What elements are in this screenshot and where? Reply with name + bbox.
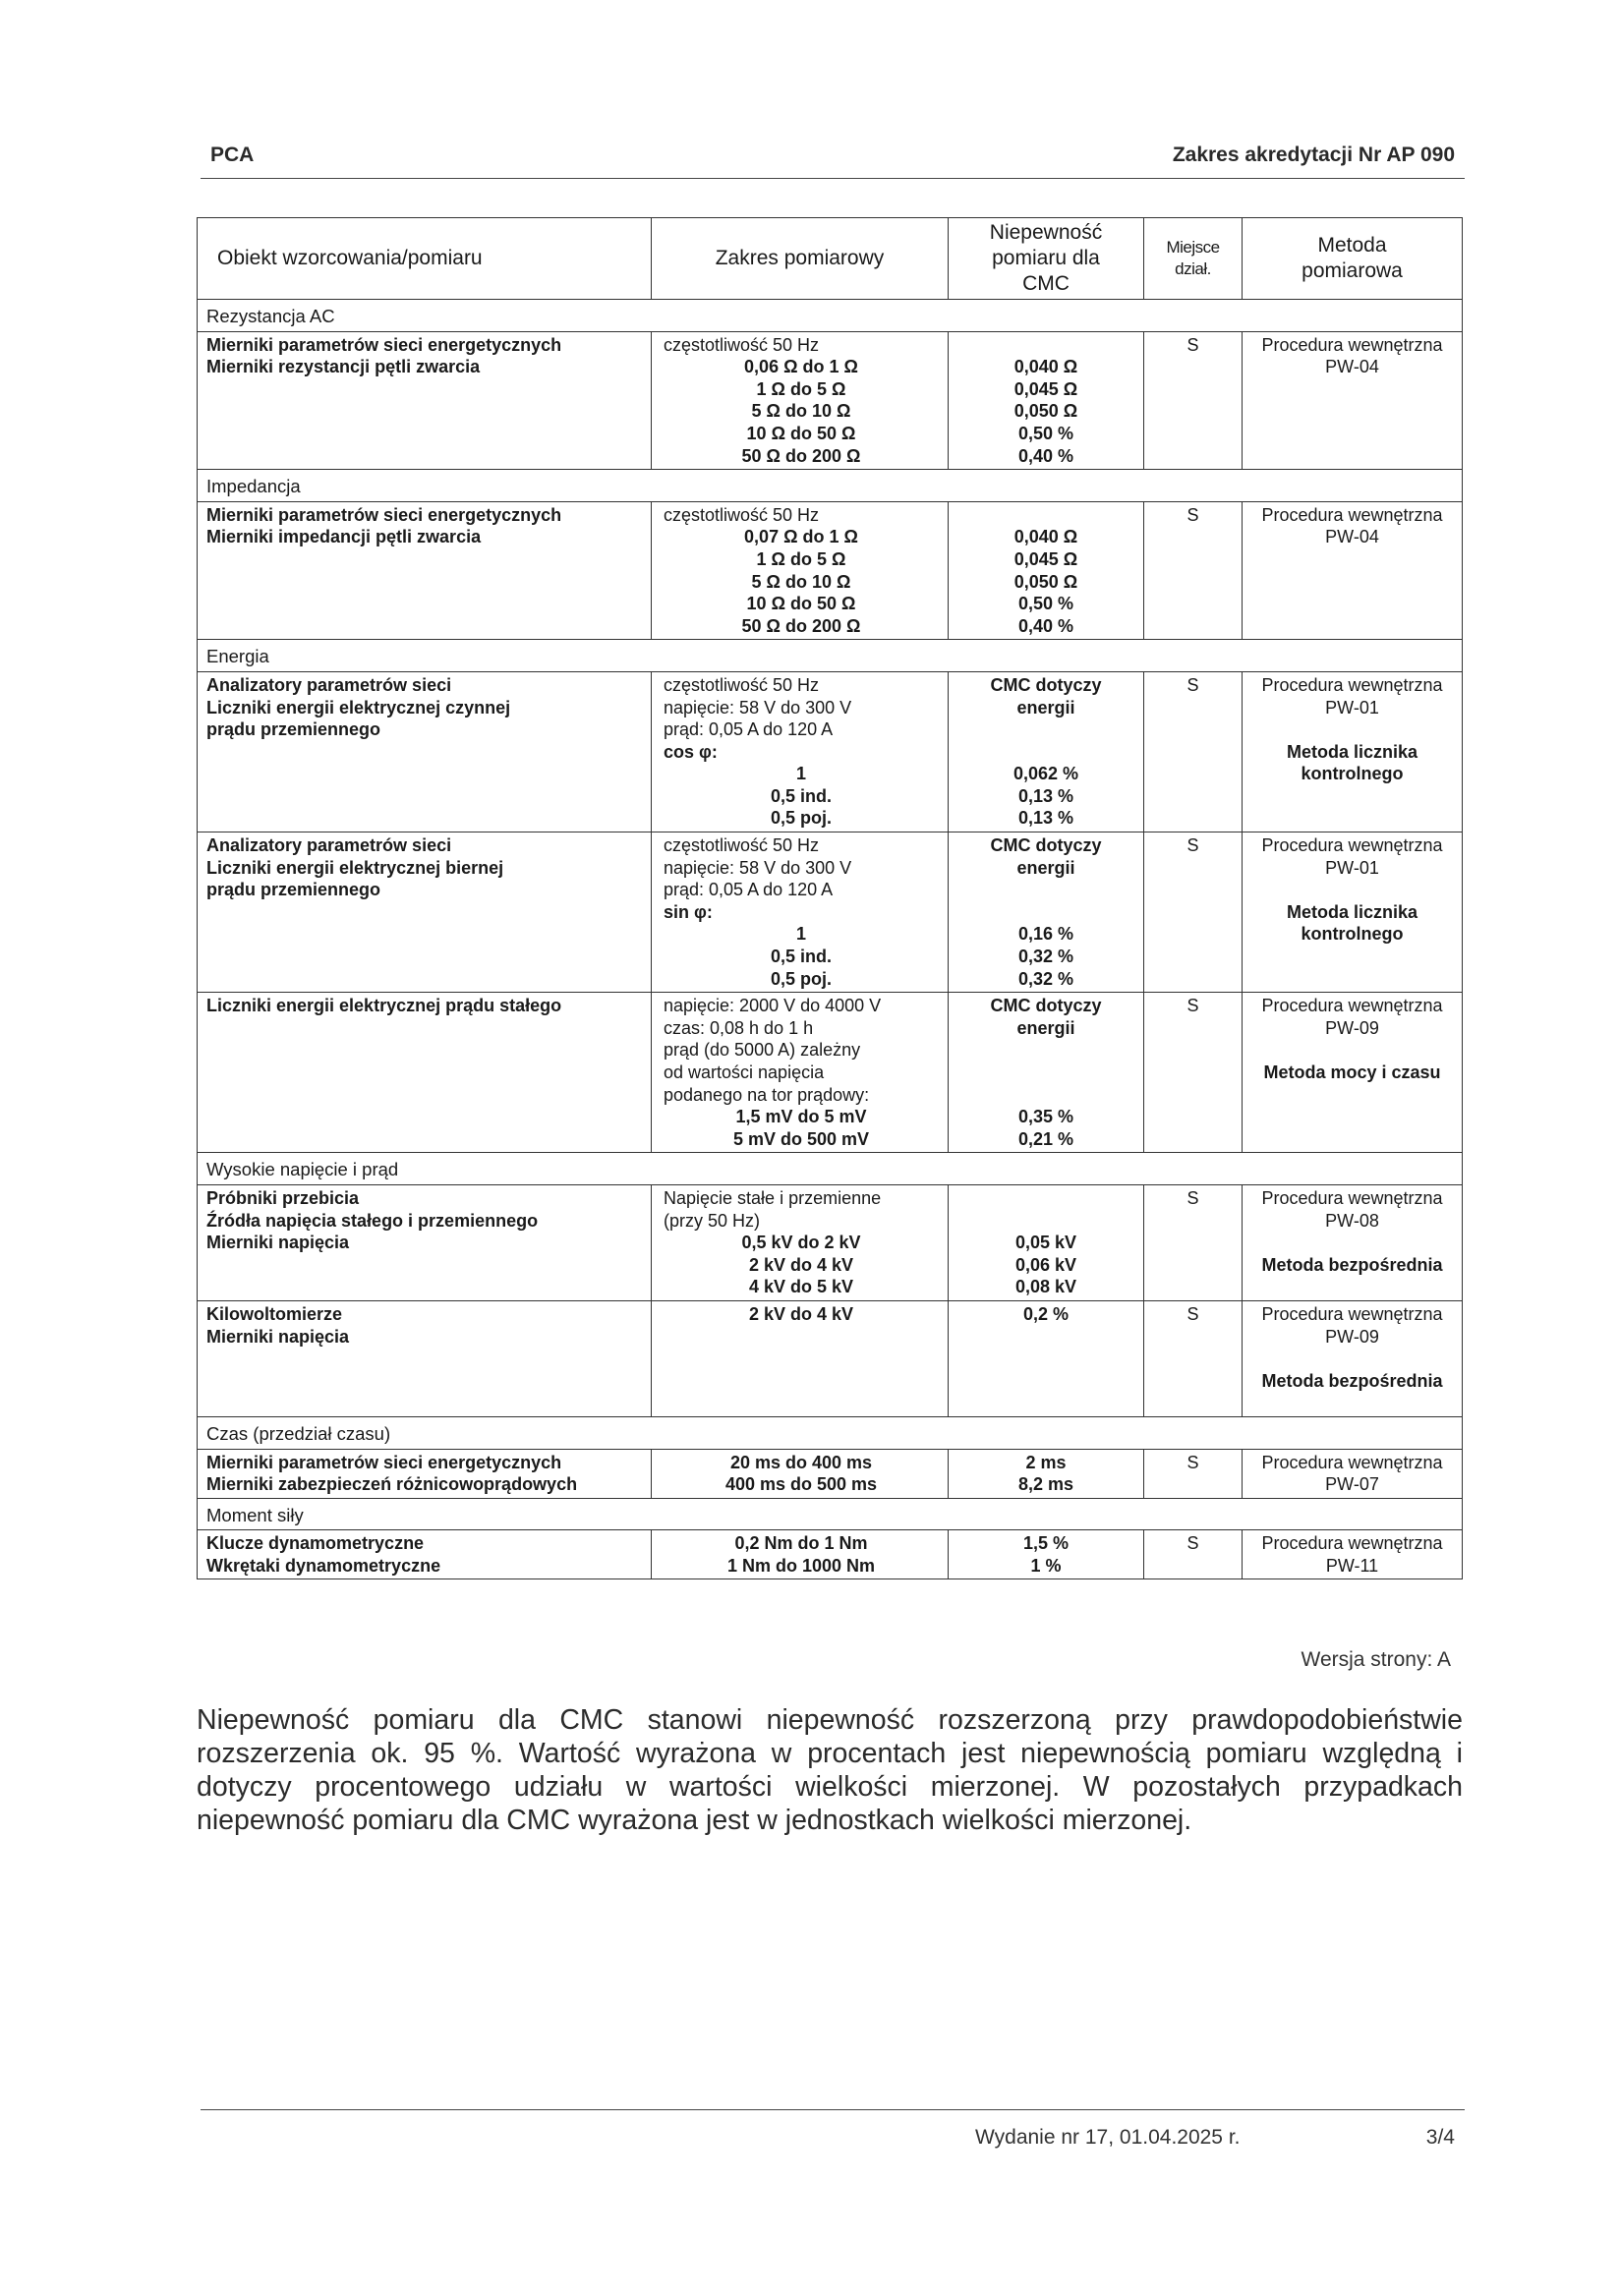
col-header-uncertainty: Niepewność pomiaru dla CMC bbox=[949, 218, 1144, 300]
uncertainty-line: 0,50 % bbox=[1017, 594, 1074, 614]
range-line: cos φ: bbox=[664, 741, 718, 762]
uncertainty-line: 1,5 % bbox=[1022, 1533, 1070, 1554]
section-row bbox=[198, 300, 1463, 332]
uncertainty-line: 0,21 % bbox=[1017, 1128, 1074, 1149]
location-cell: S bbox=[1144, 832, 1243, 993]
section-row bbox=[198, 1498, 1463, 1530]
method-line: Metoda mocy i czasu bbox=[1263, 1062, 1441, 1082]
uncertainty-line: 0,040 Ω bbox=[1013, 527, 1078, 547]
range-cell bbox=[652, 832, 949, 993]
object-line: Liczniki energii elektrycznej prądu stałego bbox=[206, 996, 562, 1016]
range-line: 400 ms do 500 ms bbox=[724, 1474, 878, 1495]
method-line: Procedura wewnętrzna bbox=[1261, 674, 1443, 695]
uncertainty-line: 0,045 Ω bbox=[1013, 548, 1078, 569]
uncertainty-line: CMC dotyczy bbox=[990, 674, 1102, 695]
footer-page-number: 3/4 bbox=[1425, 2126, 1455, 2149]
section-title: Rezystancja AC bbox=[198, 300, 1463, 332]
object-line: Źródła napięcia stałego i przemiennego bbox=[206, 1210, 539, 1231]
method-line: Procedura wewnętrzna bbox=[1261, 1533, 1443, 1554]
section-title: Wysokie napięcie i prąd bbox=[198, 1153, 1463, 1185]
method-cell bbox=[1243, 1530, 1463, 1579]
range-line: 2 kV do 4 kV bbox=[748, 1303, 854, 1324]
range-cell bbox=[652, 331, 949, 470]
method-line: Procedura wewnętrzna bbox=[1261, 1303, 1443, 1324]
method-line: Metoda bezpośrednia bbox=[1261, 1370, 1443, 1391]
object-line: Mierniki parametrów sieci energetycznych bbox=[206, 1452, 562, 1472]
method-line: Procedura wewnętrzna bbox=[1261, 334, 1443, 355]
method-line bbox=[1251, 1039, 1453, 1062]
range-line: 10 Ω do 50 Ω bbox=[746, 423, 856, 443]
method-cell bbox=[1243, 1184, 1463, 1300]
range-line: 1 bbox=[795, 764, 806, 784]
uncertainty-cell bbox=[949, 501, 1144, 640]
object-line: Mierniki napięcia bbox=[206, 1326, 350, 1347]
range-cell bbox=[652, 1449, 949, 1498]
range-cell bbox=[652, 1184, 949, 1300]
col-header-method: Metoda pomiarowa bbox=[1243, 218, 1463, 300]
method-line: Procedura wewnętrzna bbox=[1261, 996, 1443, 1016]
uncertainty-line bbox=[957, 1210, 1134, 1233]
location-cell: S bbox=[1144, 671, 1243, 832]
range-line: napięcie: 58 V do 300 V bbox=[664, 697, 852, 718]
section-title: Moment siły bbox=[198, 1498, 1463, 1530]
object-line: Mierniki impedancji pętli zwarcia bbox=[206, 527, 482, 547]
table-row bbox=[198, 832, 1463, 993]
table-header-row bbox=[198, 218, 1463, 300]
range-line: napięcie: 58 V do 300 V bbox=[664, 857, 852, 878]
uncertainty-line bbox=[957, 1062, 1134, 1084]
method-line: PW-09 bbox=[1325, 1017, 1379, 1038]
uncertainty-cell bbox=[949, 1530, 1144, 1579]
method-line bbox=[1251, 1348, 1453, 1370]
method-line: Metoda licznika bbox=[1286, 901, 1418, 922]
method-line: Procedura wewnętrzna bbox=[1261, 504, 1443, 525]
method-cell bbox=[1243, 1449, 1463, 1498]
section-row bbox=[198, 1416, 1463, 1449]
header-right: Zakres akredytacji Nr AP 090 bbox=[1172, 144, 1455, 166]
uncertainty-line: 0,32 % bbox=[1017, 947, 1074, 967]
uncertainty-cell bbox=[949, 1184, 1144, 1300]
location-cell: S bbox=[1144, 1300, 1243, 1416]
range-line: podanego na tor prądowy: bbox=[664, 1084, 870, 1105]
location-cell: S bbox=[1144, 1530, 1243, 1579]
range-line: 0,5 poj. bbox=[770, 808, 832, 829]
accreditation-scope-table bbox=[197, 217, 1463, 1579]
method-line: PW-09 bbox=[1325, 1326, 1379, 1347]
uncertainty-line: 0,32 % bbox=[1017, 968, 1074, 989]
location-cell: S bbox=[1144, 501, 1243, 640]
object-line: Wkrętaki dynamometryczne bbox=[206, 1555, 441, 1576]
uncertainty-line bbox=[957, 741, 1134, 764]
table-row bbox=[198, 501, 1463, 640]
uncertainty-line: 0,050 Ω bbox=[1013, 401, 1078, 422]
method-line: Procedura wewnętrzna bbox=[1261, 835, 1443, 856]
range-line: prąd (do 5000 A) zależny bbox=[664, 1040, 861, 1061]
range-cell bbox=[652, 671, 949, 832]
range-cell bbox=[652, 1530, 949, 1579]
range-cell bbox=[652, 1300, 949, 1416]
object-cell bbox=[198, 331, 652, 470]
range-cell bbox=[652, 993, 949, 1153]
range-line: częstotliwość 50 Hz bbox=[664, 674, 820, 695]
range-line: częstotliwość 50 Hz bbox=[664, 504, 820, 525]
object-cell bbox=[198, 1530, 652, 1579]
location-cell: S bbox=[1144, 1184, 1243, 1300]
uncertainty-line: energii bbox=[1016, 697, 1075, 718]
object-line: Liczniki energii elektrycznej biernej bbox=[206, 857, 504, 878]
uncertainty-line bbox=[957, 1039, 1134, 1062]
method-line bbox=[1251, 718, 1453, 741]
range-cell bbox=[652, 501, 949, 640]
range-line: Napięcie stałe i przemienne bbox=[664, 1187, 882, 1208]
method-line: PW-07 bbox=[1325, 1474, 1379, 1495]
range-line: 1 bbox=[795, 924, 806, 945]
object-cell bbox=[198, 993, 652, 1153]
object-line: Kilowoltomierze bbox=[206, 1303, 343, 1324]
range-line: 5 Ω do 10 Ω bbox=[751, 401, 851, 422]
range-line: 1,5 mV do 5 mV bbox=[735, 1107, 867, 1127]
object-cell bbox=[198, 832, 652, 993]
object-line: Próbniki przebicia bbox=[206, 1187, 360, 1208]
method-line: Metoda bezpośrednia bbox=[1261, 1254, 1443, 1275]
range-line: 50 Ω do 200 Ω bbox=[741, 615, 861, 636]
uncertainty-line: 0,05 kV bbox=[1014, 1233, 1077, 1253]
object-line: Mierniki napięcia bbox=[206, 1233, 350, 1253]
table-row bbox=[198, 1530, 1463, 1579]
range-line: 1 Ω do 5 Ω bbox=[756, 548, 846, 569]
uncertainty-cell bbox=[949, 993, 1144, 1153]
uncertainty-cell bbox=[949, 832, 1144, 993]
uncertainty-line: 0,08 kV bbox=[1014, 1277, 1077, 1297]
section-row bbox=[198, 1153, 1463, 1185]
uncertainty-line: 0,062 % bbox=[1012, 764, 1079, 784]
range-line: częstotliwość 50 Hz bbox=[664, 835, 820, 856]
table-body bbox=[198, 218, 1463, 1579]
method-cell bbox=[1243, 993, 1463, 1153]
uncertainty-line bbox=[957, 901, 1134, 924]
range-line: 0,07 Ω do 1 Ω bbox=[744, 527, 858, 547]
uncertainty-line bbox=[957, 718, 1134, 741]
uncertainty-cell bbox=[949, 1300, 1144, 1416]
method-cell bbox=[1243, 832, 1463, 993]
location-cell: S bbox=[1144, 331, 1243, 470]
table-row bbox=[198, 1300, 1463, 1416]
method-line: PW-01 bbox=[1325, 857, 1379, 878]
object-cell bbox=[198, 1300, 652, 1416]
object-cell bbox=[198, 1449, 652, 1498]
uncertainty-line: 0,16 % bbox=[1017, 924, 1074, 945]
col-header-object: Obiekt wzorcowania/pomiaru bbox=[198, 218, 652, 300]
uncertainty-line: 0,06 kV bbox=[1014, 1254, 1077, 1275]
col-header-location: Miejsce dział. bbox=[1144, 218, 1243, 300]
header-left: PCA bbox=[210, 144, 255, 166]
method-cell bbox=[1243, 331, 1463, 470]
uncertainty-cell bbox=[949, 1449, 1144, 1498]
range-line: 5 mV do 500 mV bbox=[732, 1128, 870, 1149]
range-line: prąd: 0,05 A do 120 A bbox=[664, 719, 834, 740]
method-line: PW-01 bbox=[1325, 697, 1379, 718]
range-line: czas: 0,08 h do 1 h bbox=[664, 1017, 814, 1038]
table-row bbox=[198, 1449, 1463, 1498]
location-cell: S bbox=[1144, 993, 1243, 1153]
object-line: Mierniki zabezpieczeń różnicowoprądowych bbox=[206, 1474, 578, 1495]
uncertainty-line: 8,2 ms bbox=[1017, 1474, 1074, 1495]
table-row bbox=[198, 1184, 1463, 1300]
range-line: (przy 50 Hz) bbox=[664, 1210, 761, 1231]
uncertainty-line bbox=[957, 1084, 1134, 1107]
uncertainty-line: 1 % bbox=[1030, 1555, 1062, 1576]
uncertainty-line: energii bbox=[1016, 1017, 1075, 1038]
range-line: 0,5 poj. bbox=[770, 968, 832, 989]
section-title: Energia bbox=[198, 640, 1463, 672]
method-line: Procedura wewnętrzna bbox=[1261, 1452, 1443, 1472]
object-line: prądu przemiennego bbox=[206, 719, 381, 740]
uncertainty-line: energii bbox=[1016, 857, 1075, 878]
object-line: Klucze dynamometryczne bbox=[206, 1533, 425, 1554]
range-line: częstotliwość 50 Hz bbox=[664, 334, 820, 355]
footer-divider bbox=[201, 2109, 1465, 2110]
object-cell bbox=[198, 671, 652, 832]
uncertainty-line: 0,13 % bbox=[1017, 785, 1074, 806]
method-line: PW-04 bbox=[1325, 357, 1379, 377]
range-line: 1 Ω do 5 Ω bbox=[756, 378, 846, 399]
object-line: Analizatory parametrów sieci bbox=[206, 674, 452, 695]
uncertainty-note: Niepewność pomiaru dla CMC stanowi niepewność rozszerzoną przy prawdopodobieństwie rozszerzenia ok. 95 %. Wartość wyrażona w procentach jest niepewnością pomiaru względną i dotyczy procentowego udziału w wartości wielkości mierzonej. W pozostałych przypadkach niepewność pomiaru dla CMC wyrażona jest w jednostkach wielkości mierzonej. bbox=[197, 1704, 1463, 1836]
uncertainty-line: CMC dotyczy bbox=[990, 835, 1102, 856]
range-line: 20 ms do 400 ms bbox=[729, 1452, 873, 1472]
location-cell: S bbox=[1144, 1449, 1243, 1498]
object-line: Liczniki energii elektrycznej czynnej bbox=[206, 697, 511, 718]
footer-edition: Wydanie nr 17, 01.04.2025 r. bbox=[975, 2126, 1241, 2149]
method-cell bbox=[1243, 1300, 1463, 1416]
uncertainty-line bbox=[957, 1187, 1134, 1210]
table-row bbox=[198, 331, 1463, 470]
table-row bbox=[198, 671, 1463, 832]
object-cell bbox=[198, 1184, 652, 1300]
object-line: Mierniki parametrów sieci energetycznych bbox=[206, 334, 562, 355]
uncertainty-cell bbox=[949, 671, 1144, 832]
uncertainty-line: 0,40 % bbox=[1017, 445, 1074, 466]
uncertainty-line: CMC dotyczy bbox=[990, 996, 1102, 1016]
method-cell bbox=[1243, 671, 1463, 832]
section-row bbox=[198, 470, 1463, 502]
header-divider bbox=[201, 178, 1465, 179]
range-line: 0,5 ind. bbox=[770, 785, 832, 806]
method-line: PW-08 bbox=[1325, 1210, 1379, 1231]
range-line: prąd: 0,05 A do 120 A bbox=[664, 880, 834, 900]
uncertainty-line: 2 ms bbox=[1025, 1452, 1067, 1472]
uncertainty-line bbox=[957, 879, 1134, 901]
range-line: 0,5 kV do 2 kV bbox=[741, 1233, 861, 1253]
uncertainty-line: 0,2 % bbox=[1022, 1303, 1070, 1324]
uncertainty-line: 0,045 Ω bbox=[1013, 378, 1078, 399]
method-cell bbox=[1243, 501, 1463, 640]
range-line: 10 Ω do 50 Ω bbox=[746, 594, 856, 614]
object-line: Mierniki parametrów sieci energetycznych bbox=[206, 504, 562, 525]
section-title: Impedancja bbox=[198, 470, 1463, 502]
uncertainty-line: 0,050 Ω bbox=[1013, 571, 1078, 592]
uncertainty-line: 0,40 % bbox=[1017, 615, 1074, 636]
method-line: PW-11 bbox=[1325, 1555, 1379, 1576]
method-line: kontrolnego bbox=[1301, 924, 1404, 945]
method-line: Procedura wewnętrzna bbox=[1261, 1187, 1443, 1208]
method-line: Metoda licznika bbox=[1286, 741, 1418, 762]
section-row bbox=[198, 640, 1463, 672]
object-line: Analizatory parametrów sieci bbox=[206, 835, 452, 856]
range-line: 5 Ω do 10 Ω bbox=[751, 571, 851, 592]
table-row bbox=[198, 993, 1463, 1153]
uncertainty-line: 0,13 % bbox=[1017, 808, 1074, 829]
range-line: 50 Ω do 200 Ω bbox=[741, 445, 861, 466]
range-line: od wartości napięcia bbox=[664, 1062, 825, 1082]
col-header-range: Zakres pomiarowy bbox=[652, 218, 949, 300]
range-line: 2 kV do 4 kV bbox=[748, 1254, 854, 1275]
object-cell bbox=[198, 501, 652, 640]
method-line bbox=[1251, 1232, 1453, 1254]
method-line: PW-04 bbox=[1325, 527, 1379, 547]
uncertainty-line: 0,040 Ω bbox=[1013, 357, 1078, 377]
uncertainty-line: 0,35 % bbox=[1017, 1107, 1074, 1127]
range-line: sin φ: bbox=[664, 901, 713, 922]
range-line: 0,06 Ω do 1 Ω bbox=[744, 357, 858, 377]
range-line: 0,2 Nm do 1 Nm bbox=[734, 1533, 868, 1554]
range-line: napięcie: 2000 V do 4000 V bbox=[664, 996, 882, 1016]
range-line: 1 Nm do 1000 Nm bbox=[726, 1555, 876, 1576]
method-line bbox=[1251, 879, 1453, 901]
uncertainty-cell bbox=[949, 331, 1144, 470]
range-line: 4 kV do 5 kV bbox=[748, 1277, 854, 1297]
object-line: prądu przemiennego bbox=[206, 880, 381, 900]
range-line: 0,5 ind. bbox=[770, 947, 832, 967]
section-title: Czas (przedział czasu) bbox=[198, 1416, 1463, 1449]
uncertainty-line bbox=[957, 504, 1134, 527]
page-version: Wersja strony: A bbox=[1301, 1648, 1451, 1671]
method-line bbox=[1251, 1392, 1453, 1414]
uncertainty-line: 0,50 % bbox=[1017, 423, 1074, 443]
object-line: Mierniki rezystancji pętli zwarcia bbox=[206, 357, 481, 377]
method-line: kontrolnego bbox=[1301, 764, 1404, 784]
uncertainty-line bbox=[957, 334, 1134, 357]
